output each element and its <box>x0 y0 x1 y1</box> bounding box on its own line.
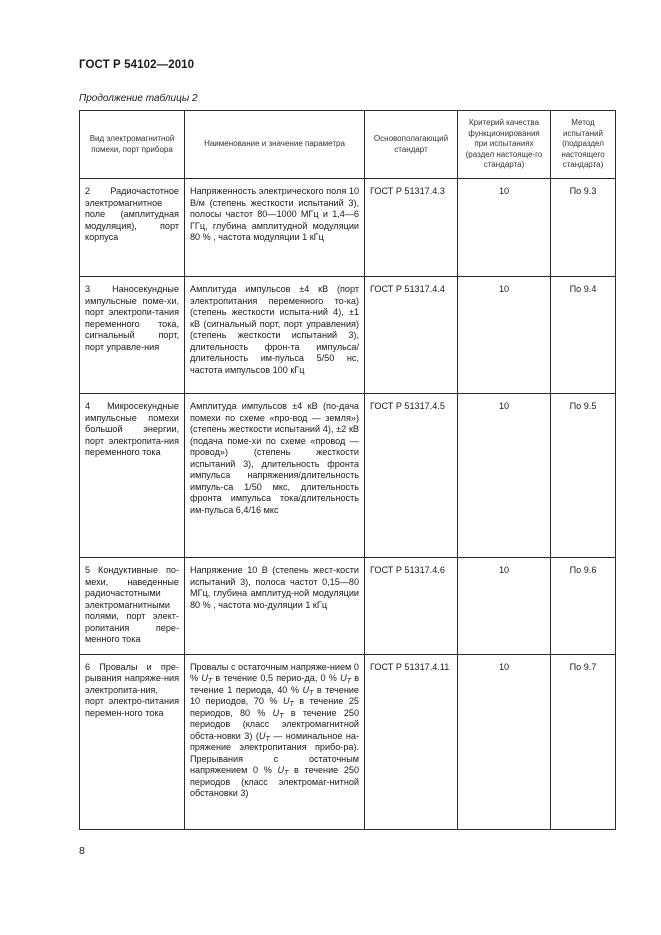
cell-standard: ГОСТ Р 51317.4.5 <box>365 394 458 558</box>
cell-param <box>185 654 365 829</box>
header-standard: Основополагающий стандарт <box>365 111 458 179</box>
cell-kind: 5 Кондуктивные по-мехи, наведенные радиочастотными электромагнитными полями, порт элект-ропитания пере-менного тока <box>80 558 185 655</box>
cell-criterion: 10 <box>458 654 551 829</box>
cell-standard: ГОСТ Р 51317.4.3 <box>365 179 458 277</box>
cell-kind: 4 Микросекундные импульсные помехи большой энергии, порт электропита-ния переменного тока <box>80 394 185 558</box>
page-number: 8 <box>79 845 85 857</box>
cell-method: По 9.6 <box>551 558 616 655</box>
table-row <box>80 179 616 277</box>
cell-kind: 2 Радиочастотное электромагнитное поле (амплитудная модуляция), порт корпуса <box>80 179 185 277</box>
cell-criterion: 10 <box>458 394 551 558</box>
table-caption: Продолжение таблицы 2 <box>79 93 198 104</box>
cell-kind: 6 Провалы и пре-рывания напряже-ния электропита-ния, порт электро-питания перемен-ного тока <box>80 654 185 829</box>
param-text: в течение 25 периодов, 80 % <box>190 696 359 718</box>
cell-method: По 9.7 <box>551 654 616 829</box>
symbol-ut: $U_T$ <box>201 673 213 685</box>
parameters-table <box>79 110 616 830</box>
param-text: в течение 10 периодов, 70 % <box>190 684 359 706</box>
cell-method: По 9.5 <box>551 394 616 558</box>
table-header-row <box>80 111 616 179</box>
cell-method: По 9.3 <box>551 179 616 277</box>
cell-standard: ГОСТ Р 51317.4.6 <box>365 558 458 655</box>
cell-criterion: 10 <box>458 558 551 655</box>
header-param: Наименование и значение параметра <box>185 111 365 179</box>
table-row <box>80 394 616 558</box>
symbol-ut: $U_T$ <box>340 673 351 685</box>
cell-criterion: 10 <box>458 277 551 394</box>
param-text: в течение 0,5 перио-да, 0 % <box>215 673 337 683</box>
table-row <box>80 654 616 829</box>
cell-criterion: 10 <box>458 179 551 277</box>
cell-method: По 9.4 <box>551 277 616 394</box>
symbol-ut: $U_T$ <box>258 730 270 743</box>
cell-standard: ГОСТ Р 51317.4.4 <box>365 277 458 394</box>
param-text: — номинальное на-пряжение электропитания прибо-ра). Прерывания с остаточным напряжением 0 % <box>190 730 359 775</box>
table-row <box>80 558 616 655</box>
param-text: в течение 1 периода, 40 % <box>190 673 360 695</box>
cell-kind: 3 Наносекундные импульсные поме-хи, порт электропи-тания переменного тока, сигнальный порт, порт управле-ния <box>80 277 185 394</box>
param-text: в течение 250 периодов (класс электромагнитной обста-новки 3) ( <box>190 707 360 741</box>
cell-param: Напряженность электрического поля 10 В/м (степень жесткости испытаний 3), полосы частот 80—1000 МГц и 1,4—6 ГГц, глубина амплитудной модуляции 80 % , частота модуляции 1 кГц <box>185 179 365 277</box>
param-text: в течение 250 периодов (класс электромаг-нитной обстановки 3) <box>190 765 360 798</box>
symbol-ut: $U_T$ <box>272 707 284 720</box>
param-text: Провалы с остаточным напряже-нием 0 % <box>190 661 359 683</box>
symbol-ut: $U_T$ <box>282 696 294 708</box>
cell-param: Амплитуда импульсов ±4 кВ (по-дача помехи по схеме «про-вод — земля») (степень жесткости испытаний 4), ±2 кВ (подача поме-хи по схеме «провод — провод») (степень жесткости испытаний 3), длительность фронта импульса напряжения/длительность импуль-са 1/50 мкс, длительность фронта импульса тока/длительность им-пульса 6,4/16 мкс <box>185 394 365 558</box>
header-criterion: Критерий качества функционирования при испытаниях (раздел настояще-го стандарта) <box>458 111 551 179</box>
cell-param: Напряжение 10 В (степень жест-кости испытаний 3), полоса частот 0,15—80 МГц, глубина амплитуд-ной модуляции 80 % , частота мо-дуляции 1 кГц <box>185 558 365 655</box>
cell-param: Амплитуда импульсов ±4 кВ (порт электропитания переменного то-ка) (степень жесткости испыта-ний 4), ±1 кВ (сигнальный порт, порт управления) (степень жесткости испытаний 3), длительность фрон-та импульса/длительность им-пульса 5/50 нс, частота импульсов 100 кГц <box>185 277 365 394</box>
table-row <box>80 277 616 394</box>
header-kind: Вид электромагнитной помехи, порт прибора <box>80 111 185 179</box>
cell-standard: ГОСТ Р 51317.4.11 <box>365 654 458 829</box>
symbol-ut: $U_T$ <box>277 765 289 777</box>
header-method: Метод испытаний (подраздел настоящего стандарта) <box>551 111 616 179</box>
document-header: ГОСТ Р 54102—2010 <box>79 59 195 71</box>
symbol-ut: $U_T$ <box>302 684 314 697</box>
